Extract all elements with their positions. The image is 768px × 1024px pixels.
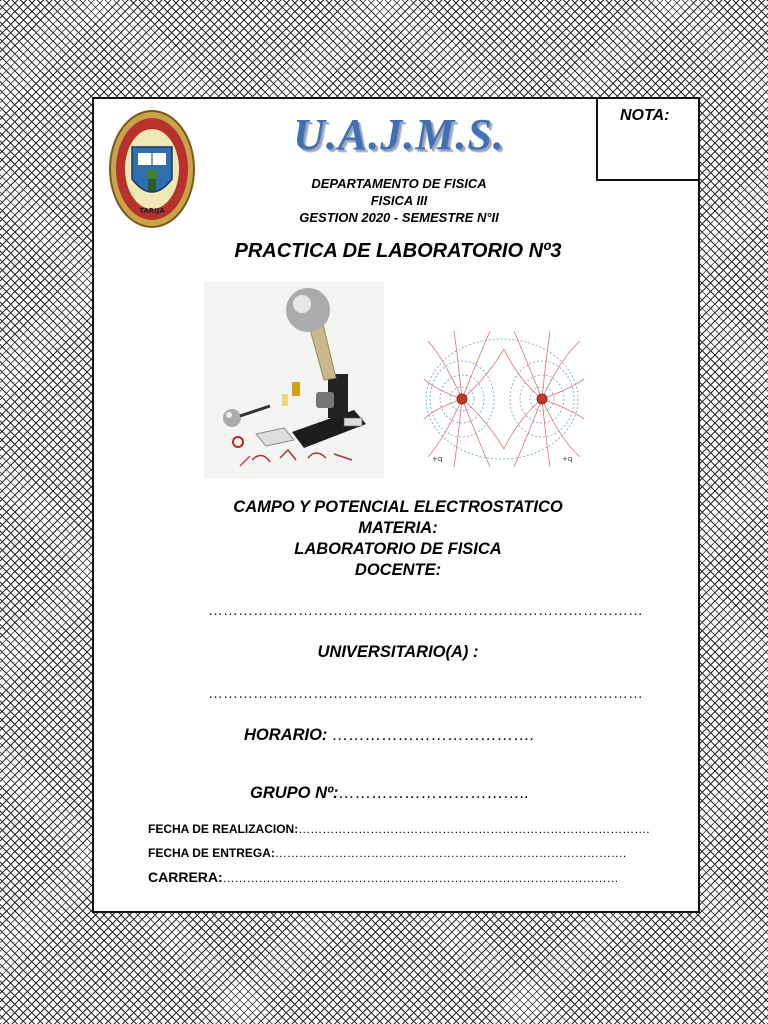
group-label: GRUPO Nº:: [250, 784, 339, 802]
department-block: [244, 175, 554, 226]
schedule-label: HORARIO:: [244, 726, 328, 744]
date-done-label: FECHA DE REALIZACION:: [148, 822, 299, 836]
career-row: [148, 869, 619, 885]
date-due-fill-line[interactable]: …………………………………………………………………………….: [274, 846, 627, 860]
group-row: [250, 784, 529, 803]
grade-box[interactable]: [596, 97, 700, 181]
teacher-label: DOCENTE:: [354, 561, 442, 579]
date-due-label: FECHA DE ENTREGA:: [148, 846, 275, 860]
document-title: PRACTICA DE LABORATORIO Nº3: [234, 240, 562, 262]
van-de-graaff-generator-image: [204, 282, 384, 478]
charge-label-right: +q: [562, 455, 573, 463]
seal-city-text: TARIJA: [139, 207, 165, 215]
charge-label-left: +q: [432, 455, 443, 463]
teacher-fill-line[interactable]: ……………………………………………………………………………: [208, 602, 643, 619]
cover-page: [92, 97, 700, 913]
department-name: DEPARTAMENTO DE FISICA: [311, 176, 487, 191]
university-seal-icon: [108, 109, 196, 229]
grade-label: NOTA:: [620, 107, 670, 124]
term-line: GESTION 2020 - SEMESTRE N°II: [299, 210, 499, 225]
date-done-fill-line[interactable]: …………………………………………………………………………….: [298, 822, 650, 836]
subject-name: LABORATORIO DE FISICA: [294, 540, 502, 558]
student-fill-line[interactable]: ……………………………………………………………………………: [208, 685, 643, 702]
electric-field-lines-diagram: [424, 329, 584, 469]
date-due-row: [148, 846, 627, 860]
course-name: FISICA III: [370, 193, 428, 208]
schedule-fill-line[interactable]: ……………………………….: [332, 726, 535, 744]
group-fill-line[interactable]: ……………………………..: [338, 784, 530, 802]
date-done-row: [148, 822, 650, 836]
career-label: CARRERA:: [148, 869, 223, 885]
course-info-block: [94, 497, 702, 581]
subject-label: MATERIA:: [358, 519, 438, 537]
university-name: U.A.J.M.S.: [293, 110, 505, 159]
schedule-row: [244, 726, 535, 745]
career-fill-line[interactable]: ………………………………………………………………………………………: [222, 871, 619, 885]
student-label: UNIVERSITARIO(A) :: [317, 643, 479, 661]
lab-topic: CAMPO Y POTENCIAL ELECTROSTATICO: [233, 498, 563, 516]
